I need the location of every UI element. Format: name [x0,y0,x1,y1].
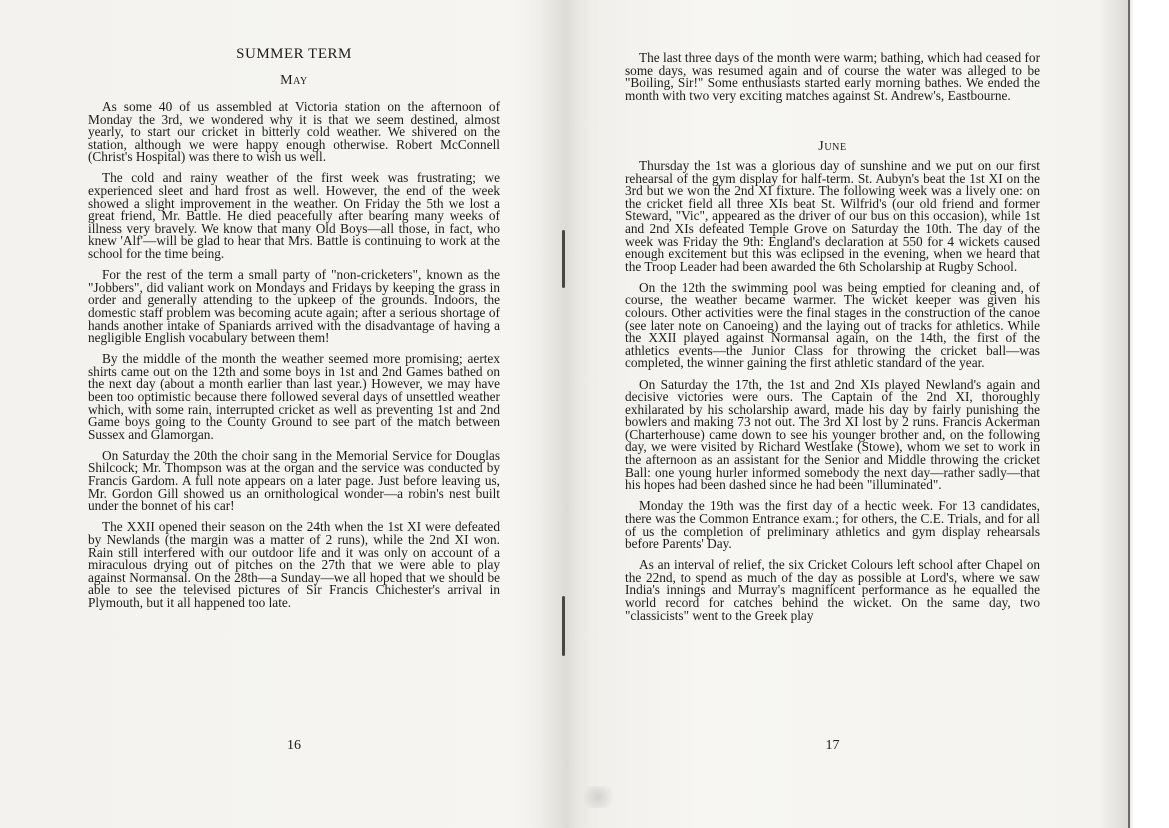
paragraph: The XXII opened their season on the 24th when the 1st XI were defeated by Newlands (the margin was a matter of 2 runs), while the 2nd XI won. Rain still interfered with our outdoor life and it was only on account of a miraculous drying out of pitches on the 27th that we were able to play against Normansal. On the 28th—a Sunday—we all hoped that we should be able to see the televised pictures of Sir Francis Chichester's arrival in Plymouth, but it all happened too late. [88,519,500,610]
page-number: 16 [287,738,301,753]
right-page-body [625,160,1040,631]
paragraph: For the rest of the term a small party of "non-cricketers", known as the "Jobbers", did valiant work on Mondays and Fridays by keeping the grass in order and generally attending to the upkeep of the grounds. Indoors, the domestic staff problem was becoming acute again; after a serious shortage of hands another intake of Spaniards arrived with the disadvantage of having a negligible English vocabulary between them! [88,267,500,346]
left-page-body [88,101,500,618]
gutter-shadow [540,0,600,828]
paragraph: Thursday the 1st was a glorious day of sunshine and we put on our first rehearsal of the gym display for half-term. St. Aubyn's beat the 1st XI on the 3rd but we won the 2nd XI fixture. The following week was a lively one: on the cricket field all three XIs beat St. Wilfrid's (our old friend and former Steward, "Vic", appeared as the driver of our bus on this occasion), while 1st and 2nd XIs defeated Temple Grove on Saturday the 10th. The day of the week was Friday the 9th: England's declaration at 550 for 4 wickets caused enough excitement but this was eclipsed in the evening, when we heard that the Troop Leader had been awarded the 6th Scholarship at Rugby School. [625,158,1040,274]
paragraph: The cold and rainy weather of the first week was frustrating; we experienced sleet and hard frost as well. However, the end of the week showed a slight improvement in the weather. On Friday the 5th we lost a great friend, Mr. Battle. He died peacefully after bearing many weeks of illness very bravely. We know that many Old Boys—all those, in fact, who knew 'Alf'—will be glad to hear that Mrs. Battle is continuing to work at the school for the time being. [88,170,500,262]
section-heading-june: June [818,139,847,154]
left-page [88,0,500,828]
binding-stitch-upper [562,230,565,288]
paper-smudge [578,786,618,808]
paragraph: As some 40 of us assembled at Victoria station on the afternoon of Monday the 3rd, we wondered why it is that we seem destined, almost yearly, to start our cricket in bitterly cold weather. We shivered on the station, although we were happy enough otherwise. Robert McConnell (Christ's Hospital) was there to wish us well. [88,99,500,165]
paragraph: Monday the 19th was the first day of a hectic week. For 13 candidates, there was the Common Entrance exam.; for others, the C.E. Trials, and for all of us the completion of preliminary athletics and gym display rehearsals before Parents' Day. [625,498,1040,552]
page-edge-line [1128,0,1130,828]
page-number: 17 [825,738,840,753]
right-page [625,0,1040,828]
running-title: SUMMER TERM [236,46,352,62]
right-page-opening [625,52,1040,111]
paragraph: On the 12th the swimming pool was being emptied for cleaning and, of course, the weather became warmer. The wicket keeper was given his colours. Other activities were the final stages in the construction of the canoe (see later note on Canoeing) and the laying out of tracks for athletics. While the XXII played against Normansal again, on the 14th, the first of the athletics events—the Junior Class for throwing the cricket ball—was completed, the winner gaining the first athletic standard of the year. [625,279,1040,371]
paragraph: On Saturday the 20th the choir sang in the Memorial Service for Douglas Shilcock; Mr. Thompson was at the organ and the service was conducted by Francis Gardom. A full note appears on a later page. Just before leaving us, Mr. Gordon Gill showed us an ornithological wonder—a robin's nest built under the bonnet of his car! [88,447,500,514]
paragraph: By the middle of the month the weather seemed more promising; aertex shirts came out on the 12th and some boys in 1st and 2nd Games bathed on the next day (about a month earlier than last year.) However, we may have been too optimistic because there followed several days of unsettled weather which, with some rain, interrupted cricket as well as preventing 1st and 2nd Game boys going to the County Ground to see part of the match between Sussex and Glamorgan. [88,351,500,442]
paragraph: On Saturday the 17th, the 1st and 2nd XIs played Newland's again and decisive victories were ours. The Captain of the 2nd XI, thoroughly exhilarated by his scholarship award, made his day by fairly punishing the bowlers and making 73 not out. The 3rd XI lost by 2 runs. Francis Ackerman (Charterhouse) came down to see his younger brother and, on the following day, we were visited by Richard Westlake (Stowe), whom we set to work in the afternoon as an assistant for the Senior and Middle throwing the cricket Ball: one young hurler informed somebody the next day—rather sadly—that his hopes had been dashed since he had been "illuminated". [625,376,1040,493]
paragraph: As an interval of relief, the six Cricket Colours left school after Chapel on the 22nd, to spend as much of the day as possible at Lord's, where we saw India's innings and Murray's magnificent performance as he equalled the world record for catches behind the wicket. On the same day, two "classicists" went to the Greek play [625,557,1040,623]
paragraph: The last three days of the month were warm; bathing, which had ceased for some days, was resumed again and of course the water was alleged to be "Boiling, Sir!" Some enthusiasts started early morning bathes. We ended the month with two very exciting matches against St. Andrew's, Eastbourne. [625,50,1040,103]
binding-stitch-lower [562,596,565,656]
section-heading-may: May [280,73,308,88]
